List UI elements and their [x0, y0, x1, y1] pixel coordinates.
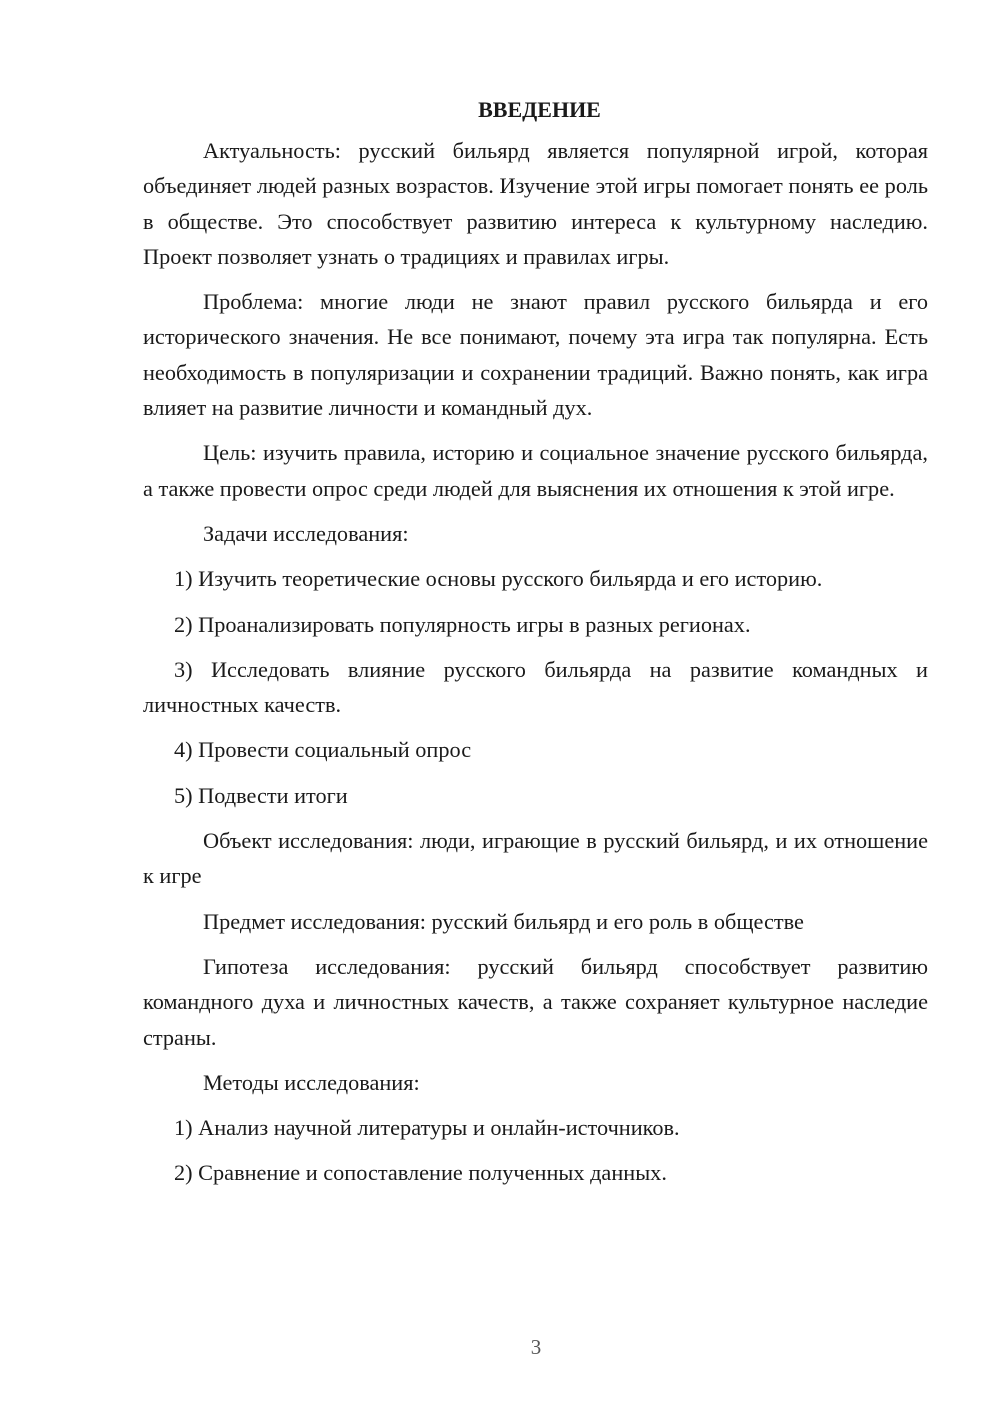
task-item: 5) Подвести итоги [174, 782, 348, 808]
task-item: 1) Изучить теоретические основы русского бильярда и его историю. [174, 566, 823, 592]
method-item: 2) Сравнение и сопоставление полученных данных. [174, 1160, 667, 1186]
object-paragraph: Объект исследования: люди, играющие в русский бильярд, и их отношение к игре [143, 828, 928, 889]
methods-title: Методы исследования: [203, 1069, 420, 1095]
subject-paragraph: Предмет исследования: русский бильярд и его роль в обществе [203, 908, 804, 934]
relevance-paragraph: Актуальность: русский бильярд является популярной игрой, которая объединяет людей разных возрастов. Изучение этой игры помогает понять ее роль в обществе. Это способствует развитию интереса к культурному наследию. Проект позволяет узнать о традициях и правилах игры. [143, 138, 928, 269]
tasks-title: Задачи исследования: [203, 520, 409, 546]
task-item: 2) Проанализировать популярность игры в разных регионах. [174, 611, 751, 637]
hypothesis-paragraph: Гипотеза исследования: русский бильярд способствует развитию командного духа и личностных качеств, а также сохраняет культурное наследие страны. [143, 953, 928, 1050]
task-item: 4) Провести социальный опрос [174, 737, 472, 763]
problem-paragraph: Проблема: многие люди не знают правил русского бильярда и его исторического значения. Не все понимают, почему эта игра так популярна. Есть необходимость в популяризации и сохранении традиций. Важно понять, как игра влияет на развитие личности и командный дух. [143, 289, 928, 421]
page-number: 3 [530, 1335, 542, 1359]
document-page [143, 92, 928, 1201]
page-title: ВВЕДЕНИЕ [478, 97, 601, 122]
goal-paragraph: Цель: изучить правила, историю и социальное значение русского бильярда, а также провести опрос среди людей для выяснения их отношения к этой игре. [143, 440, 928, 501]
method-item: 1) Анализ научной литературы и онлайн-источников. [174, 1115, 680, 1141]
task-item: 3) Исследовать влияние русского бильярда на развитие командных и личностных качеств. [143, 656, 928, 718]
